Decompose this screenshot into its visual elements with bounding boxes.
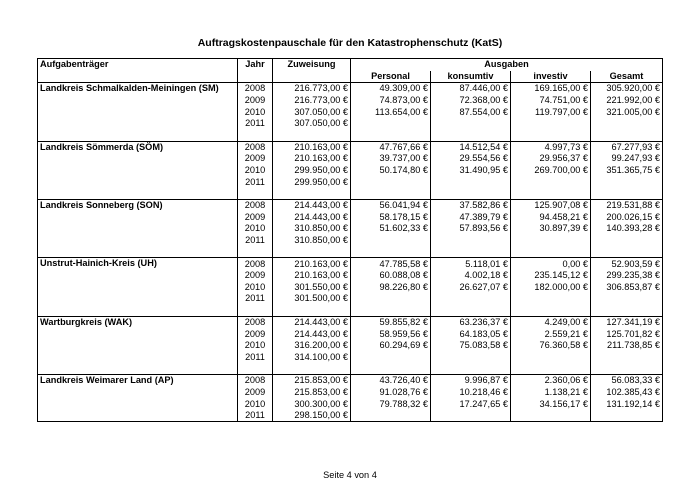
cell-zuweisung: 214.443,00 € bbox=[273, 199, 351, 211]
cell-jahr: 2008 bbox=[238, 375, 273, 387]
cell-personal: 98.226,80 € bbox=[351, 282, 431, 294]
cell-jahr: 2009 bbox=[238, 153, 273, 165]
spacer-cell bbox=[238, 305, 273, 317]
table-row bbox=[38, 375, 663, 387]
cell-investiv: 119.797,00 € bbox=[511, 106, 591, 118]
cell-zuweisung: 310.850,00 € bbox=[273, 235, 351, 247]
cell-personal: 74.873,00 € bbox=[351, 95, 431, 107]
spacer-cell bbox=[431, 363, 511, 375]
cell-personal bbox=[351, 118, 431, 130]
cell-investiv: 4.997,73 € bbox=[511, 141, 591, 153]
header-personal: Personal bbox=[351, 71, 431, 83]
cell-zuweisung: 300.300,00 € bbox=[273, 398, 351, 410]
cell-zuweisung: 216.773,00 € bbox=[273, 95, 351, 107]
cell-konsumtiv: 5.118,01 € bbox=[431, 258, 511, 270]
cell-zuweisung: 316.200,00 € bbox=[273, 340, 351, 352]
cell-konsumtiv bbox=[431, 410, 511, 422]
spacer-cell bbox=[591, 246, 663, 258]
header-konsumtiv: konsumtiv bbox=[431, 71, 511, 83]
cell-jahr: 2011 bbox=[238, 176, 273, 188]
cell-jahr: 2010 bbox=[238, 282, 273, 294]
cell-jahr: 2010 bbox=[238, 165, 273, 177]
cell-zuweisung: 307.050,00 € bbox=[273, 118, 351, 130]
spacer-cell bbox=[511, 246, 591, 258]
cell-zuweisung: 216.773,00 € bbox=[273, 83, 351, 95]
spacer-cell bbox=[431, 305, 511, 317]
cell-konsumtiv bbox=[431, 351, 511, 363]
cell-konsumtiv: 10.218,46 € bbox=[431, 387, 511, 399]
page-footer: Seite 4 von 4 bbox=[323, 470, 377, 480]
cell-jahr: 2008 bbox=[238, 258, 273, 270]
cell-gesamt: 131.192,14 € bbox=[591, 398, 663, 410]
cell-zuweisung: 214.443,00 € bbox=[273, 316, 351, 328]
cell-konsumtiv: 4.002,18 € bbox=[431, 270, 511, 282]
header-investiv: investiv bbox=[511, 71, 591, 83]
cell-personal: 58.959,56 € bbox=[351, 328, 431, 340]
cell-personal: 60.294,69 € bbox=[351, 340, 431, 352]
cell-personal: 49.309,00 € bbox=[351, 83, 431, 95]
table-row bbox=[38, 316, 663, 328]
cell-zuweisung: 215.853,00 € bbox=[273, 387, 351, 399]
spacer-cell bbox=[273, 188, 351, 200]
header-ausgaben: Ausgaben bbox=[351, 59, 663, 71]
header-gesamt: Gesamt bbox=[591, 71, 663, 83]
cell-jahr: 2011 bbox=[238, 351, 273, 363]
cell-investiv bbox=[511, 118, 591, 130]
cell-gesamt: 67.277,93 € bbox=[591, 141, 663, 153]
cell-investiv: 182.000,00 € bbox=[511, 282, 591, 294]
cell-personal: 79.788,32 € bbox=[351, 398, 431, 410]
cell-gesamt: 299.235,38 € bbox=[591, 270, 663, 282]
header-jahr: Jahr bbox=[238, 59, 273, 83]
cell-jahr: 2011 bbox=[238, 410, 273, 422]
spacer-cell bbox=[591, 130, 663, 142]
spacer-cell bbox=[591, 363, 663, 375]
spacer-cell bbox=[431, 188, 511, 200]
spacer-cell bbox=[273, 130, 351, 142]
cell-investiv: 169.165,00 € bbox=[511, 83, 591, 95]
cell-gesamt: 140.393,28 € bbox=[591, 223, 663, 235]
header-zuweisung: Zuweisung bbox=[273, 59, 351, 83]
table-body bbox=[38, 83, 663, 422]
spacer-cell bbox=[351, 305, 431, 317]
cell-konsumtiv bbox=[431, 118, 511, 130]
cell-zuweisung: 210.163,00 € bbox=[273, 141, 351, 153]
cell-personal: 50.174,80 € bbox=[351, 165, 431, 177]
aufgabentraeger-name: Unstrut-Hainich-Kreis (UH) bbox=[38, 258, 238, 316]
cell-gesamt: 351.365,75 € bbox=[591, 165, 663, 177]
cell-personal: 47.785,58 € bbox=[351, 258, 431, 270]
cell-konsumtiv: 87.446,00 € bbox=[431, 83, 511, 95]
cell-konsumtiv: 63.236,37 € bbox=[431, 316, 511, 328]
cell-personal: 58.178,15 € bbox=[351, 212, 431, 224]
cell-investiv: 1.138,21 € bbox=[511, 387, 591, 399]
cell-personal bbox=[351, 351, 431, 363]
cell-gesamt: 99.247,93 € bbox=[591, 153, 663, 165]
cell-konsumtiv: 75.083,58 € bbox=[431, 340, 511, 352]
cell-zuweisung: 214.443,00 € bbox=[273, 328, 351, 340]
cell-konsumtiv: 47.389,79 € bbox=[431, 212, 511, 224]
cell-jahr: 2008 bbox=[238, 199, 273, 211]
cell-gesamt: 102.385,43 € bbox=[591, 387, 663, 399]
cell-zuweisung: 299.950,00 € bbox=[273, 165, 351, 177]
table-row bbox=[38, 258, 663, 270]
cell-investiv: 34.156,17 € bbox=[511, 398, 591, 410]
cell-zuweisung: 307.050,00 € bbox=[273, 106, 351, 118]
cell-zuweisung: 210.163,00 € bbox=[273, 258, 351, 270]
spacer-cell bbox=[273, 363, 351, 375]
aufgabentraeger-name: Wartburgkreis (WAK) bbox=[38, 316, 238, 374]
cell-jahr: 2008 bbox=[238, 141, 273, 153]
cell-gesamt: 127.341,19 € bbox=[591, 316, 663, 328]
spacer-cell bbox=[511, 188, 591, 200]
cell-gesamt: 56.083,33 € bbox=[591, 375, 663, 387]
cell-gesamt: 211.738,85 € bbox=[591, 340, 663, 352]
cell-jahr: 2011 bbox=[238, 118, 273, 130]
cell-gesamt: 321.005,00 € bbox=[591, 106, 663, 118]
cell-jahr: 2011 bbox=[238, 235, 273, 247]
cell-zuweisung: 299.950,00 € bbox=[273, 176, 351, 188]
cell-personal: 56.041,94 € bbox=[351, 199, 431, 211]
cell-konsumtiv: 64.183,05 € bbox=[431, 328, 511, 340]
cell-jahr: 2009 bbox=[238, 95, 273, 107]
header-aufgabentraeger: Aufgabenträger bbox=[38, 59, 238, 83]
cell-konsumtiv: 26.627,07 € bbox=[431, 282, 511, 294]
cell-jahr: 2009 bbox=[238, 270, 273, 282]
cell-investiv: 74.751,00 € bbox=[511, 95, 591, 107]
cell-jahr: 2008 bbox=[238, 316, 273, 328]
cell-gesamt bbox=[591, 293, 663, 305]
cell-konsumtiv bbox=[431, 235, 511, 247]
cell-gesamt: 200.026,15 € bbox=[591, 212, 663, 224]
cell-jahr: 2010 bbox=[238, 106, 273, 118]
data-table bbox=[37, 58, 663, 422]
cell-zuweisung: 314.100,00 € bbox=[273, 351, 351, 363]
spacer-cell bbox=[591, 305, 663, 317]
cell-konsumtiv: 57.893,56 € bbox=[431, 223, 511, 235]
cell-konsumtiv: 29.554,56 € bbox=[431, 153, 511, 165]
cell-zuweisung: 298.150,00 € bbox=[273, 410, 351, 422]
spacer-cell bbox=[511, 305, 591, 317]
cell-investiv bbox=[511, 410, 591, 422]
aufgabentraeger-name: Landkreis Schmalkalden-Meiningen (SM) bbox=[38, 83, 238, 141]
cell-konsumtiv: 14.512,54 € bbox=[431, 141, 511, 153]
spacer-cell bbox=[351, 246, 431, 258]
cell-jahr: 2009 bbox=[238, 212, 273, 224]
spacer-cell bbox=[351, 188, 431, 200]
cell-jahr: 2010 bbox=[238, 398, 273, 410]
cell-jahr: 2010 bbox=[238, 223, 273, 235]
cell-zuweisung: 301.500,00 € bbox=[273, 293, 351, 305]
cell-gesamt bbox=[591, 410, 663, 422]
cell-personal: 43.726,40 € bbox=[351, 375, 431, 387]
cell-jahr: 2010 bbox=[238, 340, 273, 352]
cell-investiv: 0,00 € bbox=[511, 258, 591, 270]
page-title: Auftragskostenpauschale für den Katastrophenschutz (KatS) bbox=[197, 37, 503, 49]
aufgabentraeger-name: Landkreis Weimarer Land (AP) bbox=[38, 375, 238, 422]
cell-investiv: 2.360,06 € bbox=[511, 375, 591, 387]
cell-personal: 113.654,00 € bbox=[351, 106, 431, 118]
cell-gesamt bbox=[591, 235, 663, 247]
cell-zuweisung: 215.853,00 € bbox=[273, 375, 351, 387]
cell-personal bbox=[351, 410, 431, 422]
cell-zuweisung: 301.550,00 € bbox=[273, 282, 351, 294]
cell-zuweisung: 210.163,00 € bbox=[273, 153, 351, 165]
cell-konsumtiv: 9.996,87 € bbox=[431, 375, 511, 387]
cell-zuweisung: 210.163,00 € bbox=[273, 270, 351, 282]
table-row bbox=[38, 83, 663, 95]
cell-personal: 60.088,08 € bbox=[351, 270, 431, 282]
spacer-cell bbox=[238, 363, 273, 375]
cell-gesamt: 219.531,88 € bbox=[591, 199, 663, 211]
cell-personal: 39.737,00 € bbox=[351, 153, 431, 165]
spacer-cell bbox=[511, 363, 591, 375]
cell-konsumtiv: 72.368,00 € bbox=[431, 95, 511, 107]
cell-investiv: 76.360,58 € bbox=[511, 340, 591, 352]
spacer-cell bbox=[238, 246, 273, 258]
cell-konsumtiv bbox=[431, 293, 511, 305]
cell-konsumtiv: 87.554,00 € bbox=[431, 106, 511, 118]
spacer-cell bbox=[431, 246, 511, 258]
cell-investiv bbox=[511, 293, 591, 305]
cell-personal: 47.767,66 € bbox=[351, 141, 431, 153]
spacer-cell bbox=[431, 130, 511, 142]
cell-investiv bbox=[511, 351, 591, 363]
cell-gesamt: 125.701,82 € bbox=[591, 328, 663, 340]
cell-zuweisung: 214.443,00 € bbox=[273, 212, 351, 224]
spacer-cell bbox=[511, 130, 591, 142]
cell-gesamt bbox=[591, 118, 663, 130]
aufgabentraeger-name: Landkreis Sonneberg (SON) bbox=[38, 199, 238, 257]
aufgabentraeger-name: Landkreis Sömmerda (SÖM) bbox=[38, 141, 238, 199]
cell-investiv: 125.907,08 € bbox=[511, 199, 591, 211]
cell-jahr: 2008 bbox=[238, 83, 273, 95]
table-row bbox=[38, 199, 663, 211]
cell-zuweisung: 310.850,00 € bbox=[273, 223, 351, 235]
spacer-cell bbox=[273, 305, 351, 317]
spacer-cell bbox=[238, 188, 273, 200]
cell-personal: 91.028,76 € bbox=[351, 387, 431, 399]
spacer-cell bbox=[351, 130, 431, 142]
spacer-cell bbox=[591, 188, 663, 200]
cell-personal: 59.855,82 € bbox=[351, 316, 431, 328]
cell-jahr: 2009 bbox=[238, 387, 273, 399]
spacer-cell bbox=[351, 363, 431, 375]
cell-investiv: 29.956,37 € bbox=[511, 153, 591, 165]
cell-investiv: 4.249,00 € bbox=[511, 316, 591, 328]
cell-personal bbox=[351, 176, 431, 188]
cell-jahr: 2009 bbox=[238, 328, 273, 340]
cell-investiv: 235.145,12 € bbox=[511, 270, 591, 282]
cell-gesamt: 305.920,00 € bbox=[591, 83, 663, 95]
cell-konsumtiv: 31.490,95 € bbox=[431, 165, 511, 177]
cell-konsumtiv: 17.247,65 € bbox=[431, 398, 511, 410]
cell-personal bbox=[351, 293, 431, 305]
cell-investiv bbox=[511, 176, 591, 188]
cell-konsumtiv bbox=[431, 176, 511, 188]
cell-investiv bbox=[511, 235, 591, 247]
cell-gesamt: 221.992,00 € bbox=[591, 95, 663, 107]
cell-personal: 51.602,33 € bbox=[351, 223, 431, 235]
spacer-cell bbox=[273, 246, 351, 258]
cell-investiv: 269.700,00 € bbox=[511, 165, 591, 177]
table-row bbox=[38, 141, 663, 153]
cell-personal bbox=[351, 235, 431, 247]
cell-gesamt bbox=[591, 351, 663, 363]
cell-investiv: 2.559,21 € bbox=[511, 328, 591, 340]
cell-jahr: 2011 bbox=[238, 293, 273, 305]
cell-gesamt bbox=[591, 176, 663, 188]
cell-investiv: 94.458,21 € bbox=[511, 212, 591, 224]
cell-konsumtiv: 37.582,86 € bbox=[431, 199, 511, 211]
spacer-cell bbox=[238, 130, 273, 142]
cell-investiv: 30.897,39 € bbox=[511, 223, 591, 235]
cell-gesamt: 52.903,59 € bbox=[591, 258, 663, 270]
cell-gesamt: 306.853,87 € bbox=[591, 282, 663, 294]
